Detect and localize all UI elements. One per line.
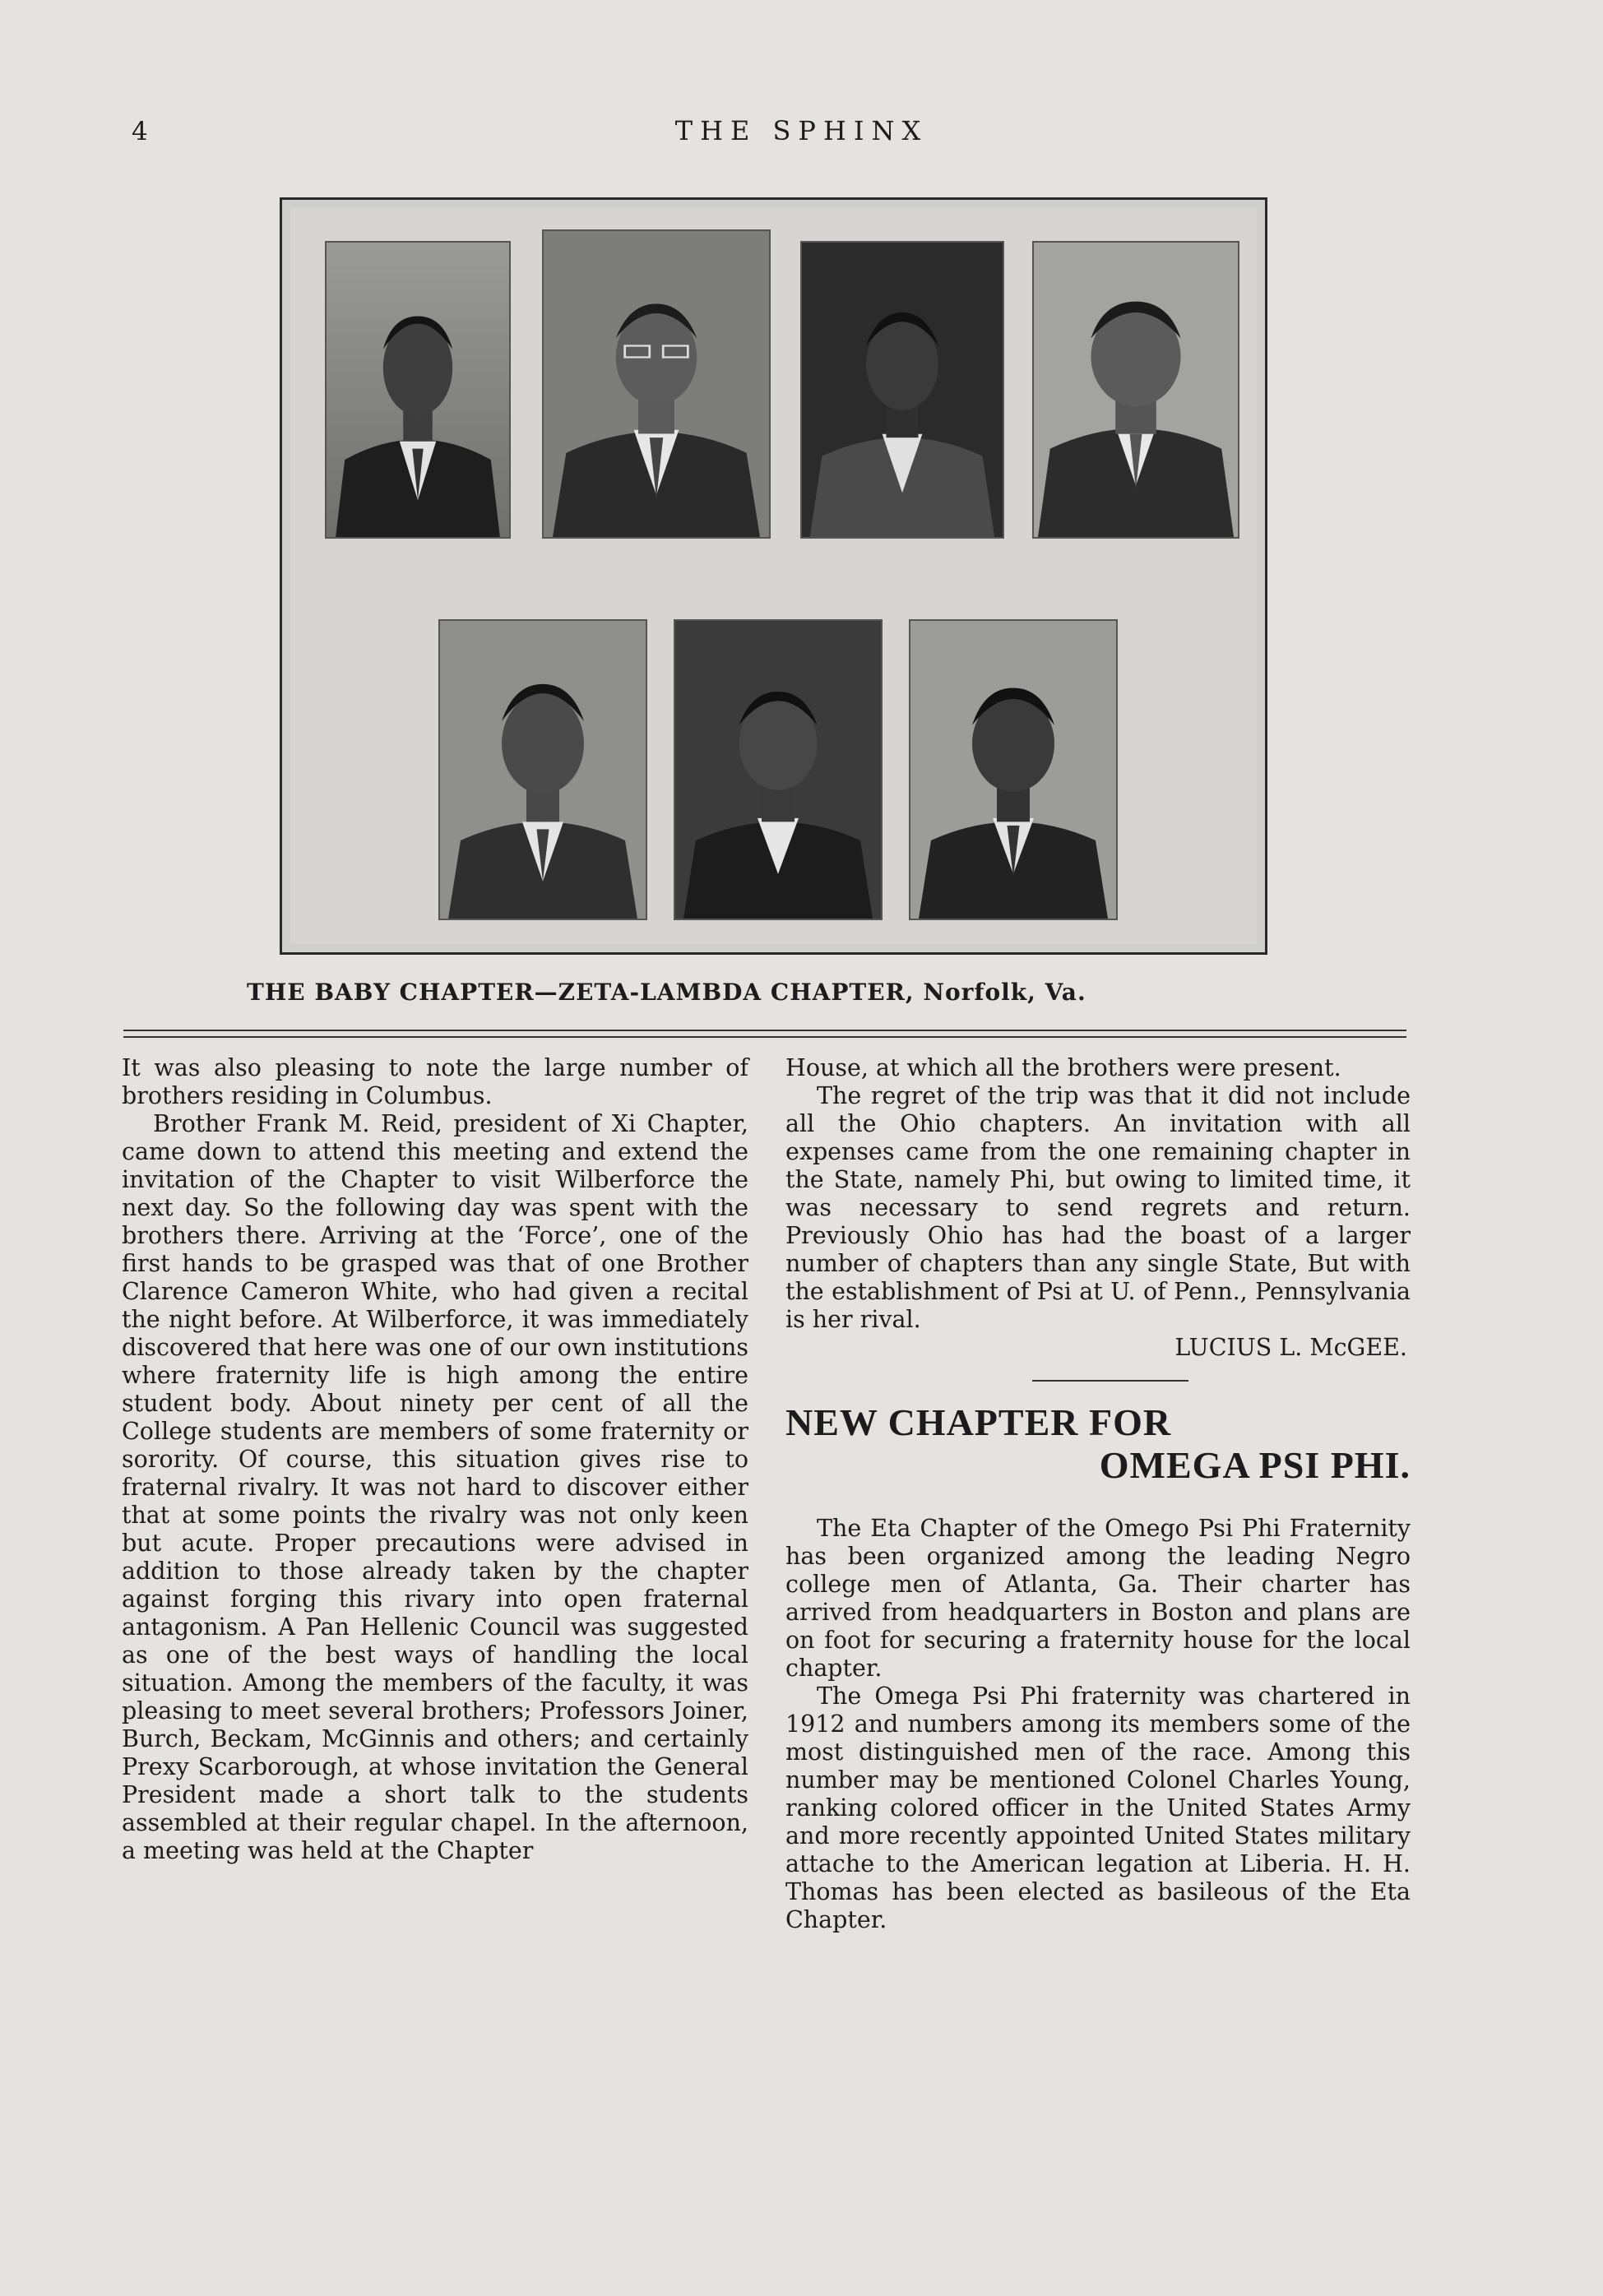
group-photo-panel <box>280 197 1267 955</box>
paragraph: It was also pleasing to note the large number of brothers residing in Columbus. <box>122 1054 748 1109</box>
left-column <box>122 1054 748 1865</box>
photo-background <box>290 208 1257 944</box>
page-number: 4 <box>132 117 148 146</box>
photo-caption <box>247 979 1316 1006</box>
divider-rule <box>123 1036 1406 1038</box>
author-signature: LUCIUS L. McGEE. <box>1174 1334 1407 1361</box>
portrait-1 <box>325 241 511 539</box>
paragraph: House, at which all the brothers were present. <box>785 1054 1341 1081</box>
caption-place: Norfolk, Va. <box>923 979 1086 1006</box>
portrait-3 <box>800 241 1004 539</box>
article-headline <box>785 1401 1411 1487</box>
paragraph: The regret of the trip was that it did not include all the Ohio chapters. An invitation with all expenses came from the one remaining chapter in the State, namely Phi, but owing to limited time, it was necessary to send regrets and return. Previously Ohio has had the boast of a larger number of chapters than any single State, But with the establishment of Psi at U. of Penn., Pennsylvania is her rival. <box>785 1082 1411 1333</box>
paragraph: The Eta Chapter of the Omego Psi Phi Fraternity has been organized among the leading Negro college men of Atlanta, Ga. Their charter has arrived from headquarters in Boston and plans are on foot for securing a fraternity house for the local chapter. <box>785 1515 1411 1682</box>
portrait-2 <box>542 229 771 539</box>
portrait-4 <box>1032 241 1239 539</box>
section-divider <box>1032 1380 1188 1382</box>
portrait-6 <box>674 619 883 920</box>
paragraph: The Omega Psi Phi fraternity was chartered in 1912 and numbers among its members some of the most distinguished men of the race. Among this number may be mentioned Colonel Charles Young, ranking colored officer in the United States Army and more recently appointed United States military attache to the American legation at Liberia. H. H. Thomas has been elected as basileous of the Eta Chapter. <box>785 1683 1411 1933</box>
caption-title: THE BABY CHAPTER—ZETA-LAMBDA CHAPTER, <box>247 979 915 1006</box>
running-title: THE SPHINX <box>674 115 929 146</box>
headline-line-1: NEW CHAPTER FOR <box>785 1401 1172 1443</box>
portrait-7 <box>909 619 1118 920</box>
portrait-5 <box>438 619 647 920</box>
paragraph: Brother Frank M. Reid, president of Xi Chapter, came down to attend this meeting and extend the invitation of the Chapter to visit Wilberforce the next day. So the following day was spent with the brothers there. Arriving at the ‘Force’, one of the first hands to be grasped was that of one Brother Clarence Cameron White, who had given a recital the night before. At Wilberforce, it was immediately discovered that here was one of our own institutions where fraternity life is high among the entire student body. About ninety per cent of all the College students are members of some fraternity or sorority. Of course, this situation gives rise to fraternal rivalry. It was not hard to discover either that at some points the rivalry was not only keen but acute. Proper precautions were advised in addition to those already taken by the chapter against forging this rivary into open fraternal antagonism. A Pan Hellenic Council was suggested as one of the best ways of handling the local situation. Among the members of the faculty, it was pleasing to meet several brothers; Professors Joiner, Burch, Beckam, McGinnis and others; and certainly Prexy Scarborough, at whose invitation the General President made a short talk to the students assembled at their regular chapel. In the afternoon, a meeting was held at the Chapter <box>122 1110 748 1864</box>
right-column <box>785 1054 1411 1934</box>
divider-rule <box>123 1030 1406 1031</box>
headline-line-2: OMEGA PSI PHI. <box>1099 1444 1411 1486</box>
